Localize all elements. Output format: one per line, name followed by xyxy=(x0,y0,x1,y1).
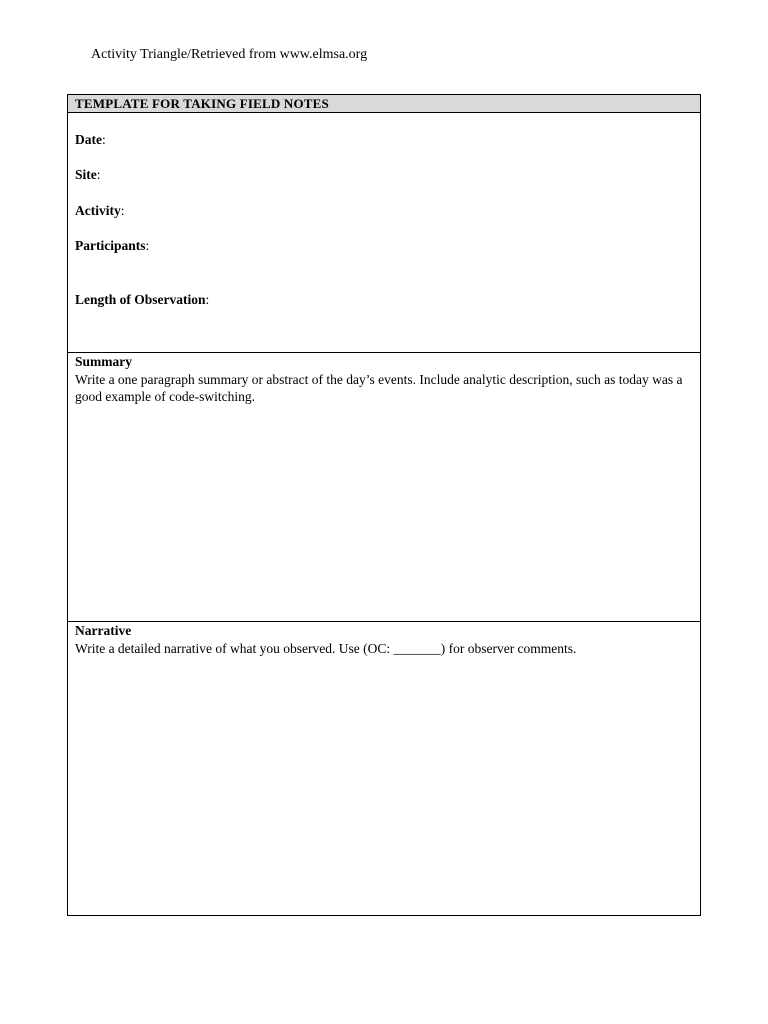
length-of-observation-field xyxy=(75,292,209,308)
site-colon: : xyxy=(96,167,101,182)
narrative-title: Narrative xyxy=(75,623,132,638)
activity-colon: : xyxy=(120,203,125,218)
date-colon: : xyxy=(102,132,106,147)
date-label: Date xyxy=(75,132,102,147)
site-label: Site xyxy=(75,167,97,182)
participants-field xyxy=(75,238,149,254)
narrative-divider xyxy=(68,621,700,622)
summary-title: Summary xyxy=(75,354,132,369)
date-field xyxy=(75,132,106,148)
page-header-attribution: Activity Triangle/Retrieved from www.elmsa.org xyxy=(91,47,368,62)
activity-label: Activity xyxy=(75,203,121,218)
field-notes-template xyxy=(67,94,701,916)
template-title: TEMPLATE FOR TAKING FIELD NOTES xyxy=(75,96,329,111)
length-of-observation-label: Length of Observation xyxy=(75,292,206,307)
narrative-instructions: Write a detailed narrative of what you observed. Use (OC: _______) for observer comments. xyxy=(75,641,577,656)
participants-label: Participants xyxy=(75,238,146,253)
participants-colon: : xyxy=(145,238,150,253)
activity-field xyxy=(75,203,125,219)
summary-divider xyxy=(68,352,700,353)
summary-instructions: Write a one paragraph summary or abstract of the day’s events. Include analytic description, such as today was a good example of code-switching. xyxy=(75,372,683,404)
site-field xyxy=(75,167,101,183)
length-of-observation-colon: : xyxy=(205,292,210,307)
template-title-bar xyxy=(68,95,700,113)
